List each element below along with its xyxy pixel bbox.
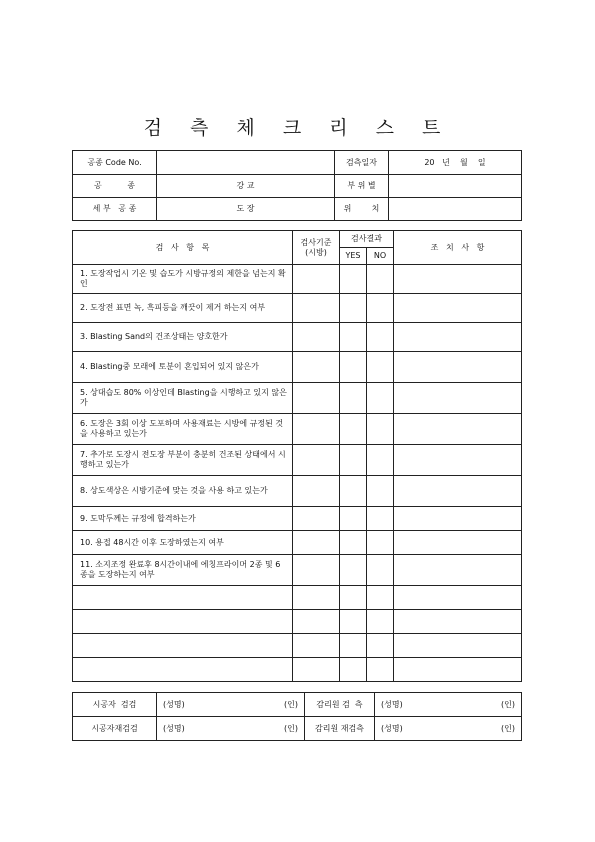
checklist-item-text [73,658,293,682]
supervisor-reinspection-sign[interactable] [375,717,522,741]
standard-cell[interactable] [293,265,340,294]
seal-label: (인) [501,723,515,733]
yes-cell[interactable] [340,265,367,294]
standard-header: 검사기준 (시방) [293,231,340,265]
seal-label: (인) [284,699,298,709]
checklist-item-text: 3. Blasting Sand의 건조상태는 양호한가 [73,323,293,352]
action-cell[interactable] [394,294,522,323]
contractor-inspection-sign[interactable] [157,693,305,717]
checklist-item-text [73,586,293,610]
work-type-field[interactable]: 강 교 [157,175,335,198]
no-cell[interactable] [367,476,394,507]
action-cell[interactable] [394,445,522,476]
checklist-row [73,610,522,634]
action-cell[interactable] [394,383,522,414]
checklist-item-text: 8. 상도색상은 시방기준에 맞는 것을 사용 하고 있는가 [73,476,293,507]
seal-label: (인) [284,723,298,733]
action-cell[interactable] [394,414,522,445]
action-header: 조 치 사 항 [394,231,522,265]
standard-cell[interactable] [293,414,340,445]
no-cell[interactable] [367,610,394,634]
code-label: 공종 Code No. [73,151,157,175]
name-label: (성명) [163,699,185,709]
signature-table [72,692,522,741]
seal-label: (인) [501,699,515,709]
checklist-item-text: 6. 도장은 3회 이상 도포하며 사용재료는 시방에 규정된 것을 사용하고 있는가 [73,414,293,445]
action-cell[interactable] [394,634,522,658]
supervisor-inspection-sign[interactable] [375,693,522,717]
checklist-row [73,531,522,555]
name-label: (성명) [381,723,403,733]
part-field[interactable] [389,175,522,198]
checklist-item-text [73,634,293,658]
code-field[interactable] [157,151,335,175]
no-cell[interactable] [367,634,394,658]
checklist-item-text [73,610,293,634]
yes-cell[interactable] [340,476,367,507]
no-cell[interactable] [367,586,394,610]
no-cell[interactable] [367,352,394,383]
no-header: NO [367,248,394,265]
action-cell[interactable] [394,658,522,682]
action-cell[interactable] [394,586,522,610]
location-field[interactable] [389,198,522,221]
yes-cell[interactable] [340,383,367,414]
action-cell[interactable] [394,610,522,634]
checklist-row [73,507,522,531]
no-cell[interactable] [367,414,394,445]
checklist-item-text: 7. 추가로 도장시 전도장 부분이 충분히 건조된 상태에서 시행하고 있는가 [73,445,293,476]
yes-cell[interactable] [340,658,367,682]
supervisor-reinspection-label: 감리원 재검측 [305,717,375,741]
checklist-table [72,230,522,682]
action-cell[interactable] [394,352,522,383]
no-cell[interactable] [367,507,394,531]
yes-header: YES [340,248,367,265]
page-title: 검 측 체 크 리 스 트 [143,117,452,139]
standard-cell[interactable] [293,507,340,531]
checklist-row [73,414,522,445]
name-label: (성명) [381,699,403,709]
no-cell[interactable] [367,555,394,586]
yes-cell[interactable] [340,294,367,323]
no-cell[interactable] [367,294,394,323]
action-cell[interactable] [394,507,522,531]
inspection-date-field[interactable]: 20 년 월 일 [389,151,522,175]
yes-cell[interactable] [340,586,367,610]
checklist-row [73,634,522,658]
checklist-row [73,294,522,323]
action-cell[interactable] [394,555,522,586]
part-label: 부 위 별 [335,175,389,198]
yes-cell[interactable] [340,634,367,658]
checklist-row [73,445,522,476]
standard-cell[interactable] [293,531,340,555]
checklist-row [73,658,522,682]
location-label: 위 치 [335,198,389,221]
contractor-reinspection-sign[interactable] [157,717,305,741]
info-table [72,150,522,221]
standard-cell[interactable] [293,586,340,610]
checklist-row [73,476,522,507]
inspection-date-label: 검측일자 [335,151,389,175]
yes-cell[interactable] [340,610,367,634]
no-cell[interactable] [367,658,394,682]
standard-cell[interactable] [293,445,340,476]
standard-cell[interactable] [293,555,340,586]
checklist-row [73,383,522,414]
checklist-item-text: 9. 도막두께는 규정에 합격하는가 [73,507,293,531]
item-header: 검 사 항 목 [73,231,293,265]
detail-work-field[interactable]: 도 장 [157,198,335,221]
checklist-row [73,555,522,586]
action-cell[interactable] [394,531,522,555]
checklist-item-text: 10. 용접 48시간 이후 도장하였는지 여부 [73,531,293,555]
standard-cell[interactable] [293,294,340,323]
checklist-row [73,323,522,352]
yes-cell[interactable] [340,531,367,555]
checklist-item-text: 11. 소지조정 완료후 8시간이내에 에칭프라이머 2종 및 6종을 도장하는지 여부 [73,555,293,586]
work-type-label: 공 종 [73,175,157,198]
checklist-item-text: 4. Blasting중 모래에 토분이 혼입되어 있지 않은가 [73,352,293,383]
standard-cell[interactable] [293,658,340,682]
action-cell[interactable] [394,476,522,507]
no-cell[interactable] [367,323,394,352]
no-cell[interactable] [367,265,394,294]
checklist-row [73,586,522,610]
yes-cell[interactable] [340,352,367,383]
supervisor-inspection-label: 감리원 검 측 [305,693,375,717]
yes-cell[interactable] [340,507,367,531]
yes-cell[interactable] [340,445,367,476]
yes-cell[interactable] [340,555,367,586]
no-cell[interactable] [367,531,394,555]
standard-cell[interactable] [293,352,340,383]
contractor-reinspection-label: 시공자재검검 [73,717,157,741]
result-header: 검사결과 [340,231,394,248]
checklist-row [73,265,522,294]
checklist-row [73,352,522,383]
checklist-item-text: 2. 도장전 표면 녹, 흑피등을 깨끗이 제거 하는지 여부 [73,294,293,323]
contractor-inspection-label: 시공자 검검 [73,693,157,717]
checklist-rows [73,265,522,682]
no-cell[interactable] [367,445,394,476]
yes-cell[interactable] [340,323,367,352]
action-cell[interactable] [394,265,522,294]
yes-cell[interactable] [340,414,367,445]
checklist-item-text: 5. 상대습도 80% 이상인데 Blasting을 시행하고 있지 않은가 [73,383,293,414]
no-cell[interactable] [367,383,394,414]
standard-cell[interactable] [293,634,340,658]
action-cell[interactable] [394,323,522,352]
name-label: (성명) [163,723,185,733]
standard-cell[interactable] [293,476,340,507]
detail-work-label: 세 부 공 종 [73,198,157,221]
standard-cell[interactable] [293,383,340,414]
standard-cell[interactable] [293,610,340,634]
checklist-item-text: 1. 도장작업시 기온 및 습도가 시방규정의 제한을 넘는지 확인 [73,265,293,294]
standard-cell[interactable] [293,323,340,352]
